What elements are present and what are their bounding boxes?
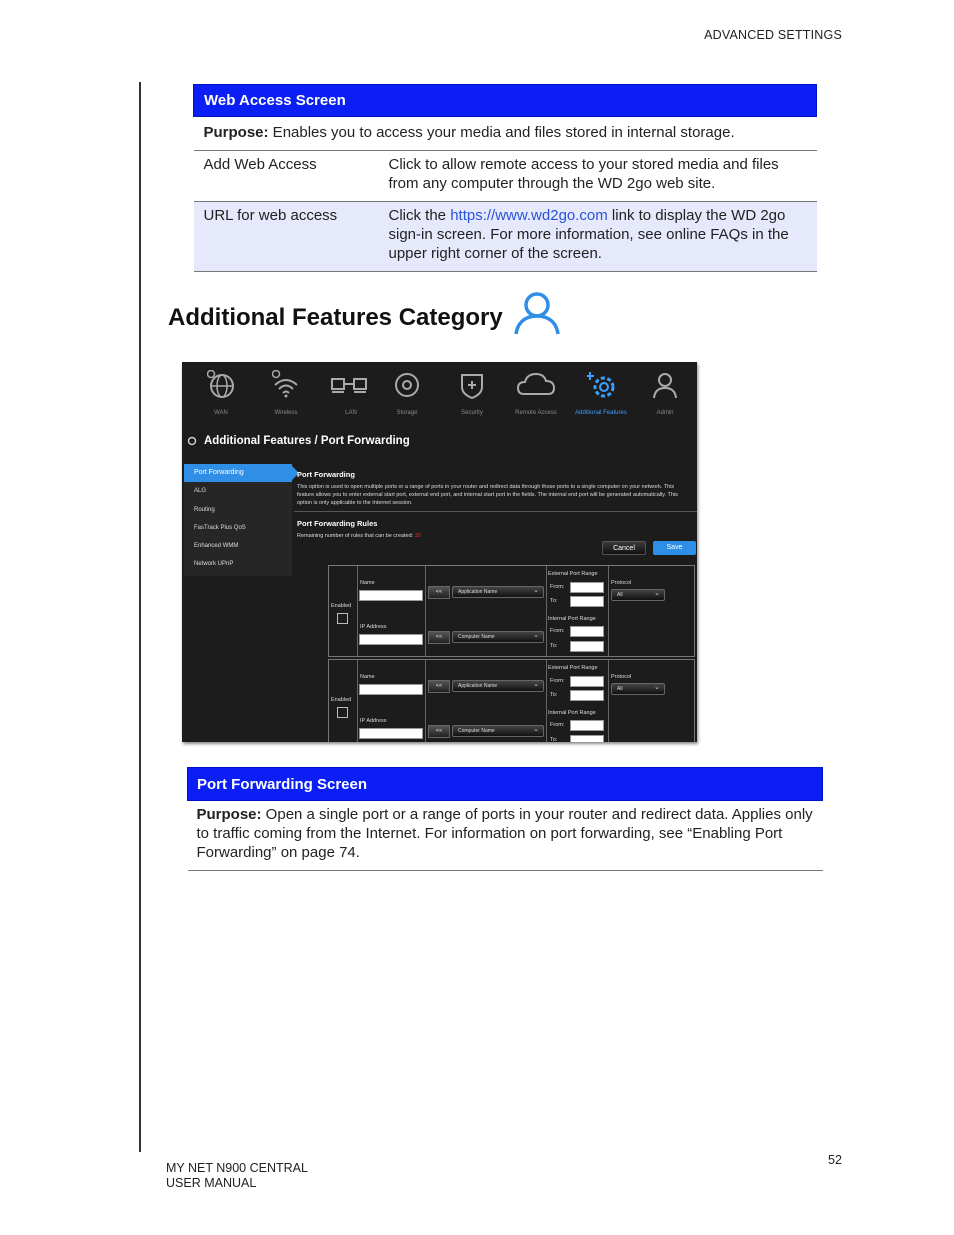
int-to-input[interactable]: [570, 735, 604, 742]
purpose-row: [188, 801, 823, 871]
row-name: Add Web Access: [203, 156, 317, 173]
purpose-label: Purpose:: [196, 806, 262, 823]
sidebar: [184, 464, 292, 576]
settings-small-icon: [187, 436, 197, 446]
copy-computer-button[interactable]: <<: [428, 725, 450, 738]
rules-title: Port Forwarding Rules: [297, 519, 378, 528]
shield-icon: [458, 370, 486, 400]
footer-manual: USER MANUAL: [166, 1176, 257, 1190]
wd2go-link[interactable]: https://www.wd2go.com: [450, 207, 608, 224]
tab-admin[interactable]: Admin: [633, 362, 697, 424]
int-from-input[interactable]: [570, 626, 604, 637]
port-forwarding-table: [187, 767, 823, 871]
footer: [166, 1161, 308, 1191]
row-desc: Click to allow remote access to your stored media and files from any computer through the WD 2go web site.: [388, 156, 779, 192]
sidebar-item-routing[interactable]: Routing: [194, 506, 215, 513]
save-button[interactable]: Save: [653, 541, 696, 555]
tab-remote-access[interactable]: Remote Access: [504, 362, 568, 424]
tab-wireless[interactable]: Wireless: [254, 362, 318, 424]
user-icon: [512, 290, 562, 336]
storage-icon: [393, 370, 421, 400]
ext-to-input[interactable]: [570, 690, 604, 701]
running-header: ADVANCED SETTINGS: [704, 28, 842, 42]
tab-bar: [182, 362, 697, 424]
breadcrumb: Additional Features / Port Forwarding: [204, 435, 410, 447]
ip-input[interactable]: [359, 634, 423, 645]
rule-row: Enabled Name IP Address << << Application Name ⌄ Computer Name ⌄ External Port Range From: To: Internal Port Range From: To: Protocol All ⌄: [328, 659, 695, 742]
ext-from-input[interactable]: [570, 582, 604, 593]
sidebar-item-upnp[interactable]: Network UPnP: [194, 561, 234, 568]
purpose-row: [194, 117, 817, 151]
margin-rule: [139, 82, 141, 1152]
enabled-checkbox[interactable]: [337, 707, 348, 718]
name-input[interactable]: [359, 684, 423, 695]
admin-user-icon: [651, 370, 679, 400]
tab-additional-features[interactable]: Additional Features: [569, 362, 633, 424]
row-desc: Click the https://www.wd2go.com link to display the WD 2go sign-in screen. For more information, see online FAQs in the upper right corner of the screen.: [387, 202, 817, 272]
footer-product: MY NET N900 CENTRAL: [166, 1161, 308, 1175]
computer-select[interactable]: Computer Name ⌄: [452, 631, 544, 643]
sidebar-item-fastrack[interactable]: FasTrack Plus QoS: [194, 524, 246, 531]
tab-lan[interactable]: LAN: [319, 362, 383, 424]
rule-row: Enabled Name IP Address << << Application Name ⌄ Computer Name ⌄ External Port Range From: To: Internal Port Range From: To: Protocol All ⌄: [328, 565, 695, 657]
purpose-text: Enables you to access your media and files stored in internal storage.: [268, 124, 735, 141]
router-screenshot: [182, 362, 697, 742]
lan-icon: [331, 370, 367, 400]
copy-app-button[interactable]: <<: [428, 680, 450, 693]
tab-storage[interactable]: Storage: [375, 362, 439, 424]
cancel-button[interactable]: Cancel: [602, 541, 646, 555]
divider: [294, 511, 697, 512]
globe-icon: [207, 370, 235, 400]
int-from-input[interactable]: [570, 720, 604, 731]
tab-security[interactable]: Security: [440, 362, 504, 424]
table-title: Web Access Screen: [194, 85, 817, 117]
copy-computer-button[interactable]: <<: [428, 631, 450, 644]
cloud-icon: [516, 370, 556, 400]
name-input[interactable]: [359, 590, 423, 601]
section-heading: Additional Features Category: [168, 304, 503, 331]
rules-remaining: Remaining number of rules that can be created: 32: [297, 533, 421, 539]
sidebar-item-port-forwarding[interactable]: Port Forwarding: [184, 464, 292, 482]
protocol-select[interactable]: All ⌄: [611, 683, 665, 695]
pf-description: This option is used to open multiple ports or a range of ports in your router and redirect data through those ports to a single computer on your network. This feature allows you to enter external start port, external end port, and internal start port in the fields. The internal end port will be generated automatically. This option is only applicable to the Internet session.: [297, 484, 678, 506]
ext-to-input[interactable]: [570, 596, 604, 607]
sidebar-item-alg[interactable]: ALG: [194, 488, 207, 495]
computer-select[interactable]: Computer Name ⌄: [452, 725, 544, 737]
row-name: URL for web access: [194, 202, 387, 272]
ext-from-input[interactable]: [570, 676, 604, 687]
tab-wan[interactable]: WAN: [189, 362, 253, 424]
gear-icon: [587, 370, 619, 402]
application-select[interactable]: Application Name ⌄: [452, 586, 544, 598]
application-select[interactable]: Application Name ⌄: [452, 680, 544, 692]
enabled-checkbox[interactable]: [337, 613, 348, 624]
protocol-select[interactable]: All ⌄: [611, 589, 665, 601]
purpose-text: Open a single port or a range of ports in your router and redirect data. Applies only to traffic coming from the Internet. For information on port forwarding, see “Enabling Port Forwarding” on page 74.: [196, 806, 813, 861]
sidebar-item-wmm[interactable]: Enhanced WMM: [194, 543, 239, 550]
pf-title: Port Forwarding: [297, 470, 355, 479]
purpose-label: Purpose:: [203, 124, 269, 141]
wifi-icon: [272, 370, 300, 400]
page-number: 52: [828, 1153, 842, 1167]
web-access-table: [193, 84, 817, 272]
copy-app-button[interactable]: <<: [428, 586, 450, 599]
int-to-input[interactable]: [570, 641, 604, 652]
ip-input[interactable]: [359, 728, 423, 739]
table-title: Port Forwarding Screen: [188, 768, 823, 801]
